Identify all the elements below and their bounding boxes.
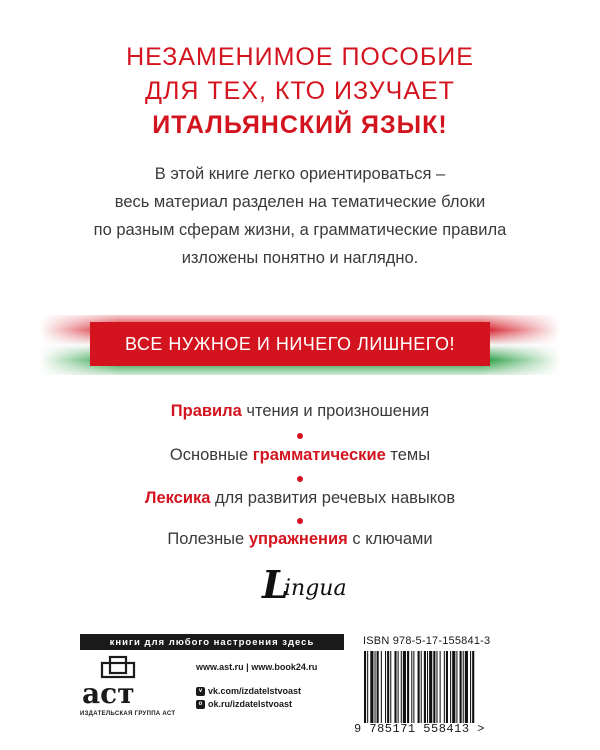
headline-line-3: ИТАЛЬЯНСКИЙ ЯЗЫК! — [152, 111, 448, 139]
barcode-bar — [381, 651, 382, 723]
feature-4-text: с ключами — [347, 530, 433, 548]
barcode-bar — [398, 651, 399, 723]
ast-logo-icon — [80, 655, 180, 735]
barcode-bar — [385, 651, 386, 723]
logo-word: ingua — [284, 576, 347, 601]
bullet-dot-icon — [297, 518, 303, 524]
feature-2-pre: Основные — [169, 446, 253, 464]
barcode-bar — [433, 651, 435, 723]
barcode-bar — [370, 651, 373, 723]
ok-link-text: ok.ru/izdatelstvoast — [208, 699, 293, 709]
feature-1-highlight: Правила — [170, 402, 242, 420]
feature-item-1 — [0, 402, 600, 421]
feature-item-2 — [0, 446, 600, 465]
barcode-bar — [394, 651, 396, 723]
barcode-digits: 9 785171 558413 > — [354, 722, 485, 736]
barcode-bar — [411, 651, 412, 723]
bullet-dot-icon — [297, 433, 303, 439]
barcode-bar — [446, 651, 448, 723]
barcode-bar — [472, 651, 474, 723]
barcode-bar — [440, 651, 441, 723]
feature-4-pre: Полезные — [167, 530, 249, 548]
barcode — [363, 651, 511, 723]
barcode-bar — [375, 651, 376, 723]
ok-link[interactable] — [196, 699, 292, 709]
barcode-bar — [424, 651, 426, 723]
barcode-bar — [463, 651, 464, 723]
intro-line-4: изложены понятно и наглядно. — [181, 249, 419, 267]
lingua-logo — [240, 562, 360, 608]
barcode-bar — [465, 651, 468, 723]
headline-line-2: ДЛЯ ТЕХ, КТО ИЗУЧАЕТ — [145, 77, 455, 105]
logo-initial: L — [262, 562, 289, 607]
isbn-number: ISBN 978-5-17-155841-3 — [363, 635, 491, 647]
feature-item-4 — [0, 530, 600, 549]
vk-link[interactable] — [196, 686, 301, 696]
barcode-bar — [407, 651, 409, 723]
headline-line-1: НЕЗАМЕНИМОЕ ПОСОБИЕ — [126, 43, 474, 71]
intro-line-3: по разным сферам жизни, а грамматические правила — [93, 221, 507, 239]
feature-3-highlight: Лексика — [144, 489, 211, 507]
barcode-bar — [450, 651, 451, 723]
intro-line-1: В этой книге легко ориентироваться – — [154, 165, 446, 183]
barcode-bar — [429, 651, 432, 723]
feature-4-highlight: упражнения — [248, 530, 348, 548]
barcode-bar — [456, 651, 457, 723]
barcode-bar — [367, 651, 368, 723]
website-links: www.ast.ru | www.book24.ru — [196, 662, 318, 672]
barcode-bar — [401, 651, 402, 723]
barcode-bar — [377, 651, 379, 723]
barcode-bar — [413, 651, 414, 723]
barcode-bar — [444, 651, 445, 723]
ok-icon: o — [196, 700, 205, 709]
barcode-bar — [436, 651, 437, 723]
publisher-slogan: книги для любого настроения здесь — [80, 634, 344, 650]
vk-icon: v — [196, 687, 205, 696]
barcode-bar — [390, 651, 391, 723]
publisher-caption: ИЗДАТЕЛЬСКАЯ ГРУППА АСТ — [80, 711, 176, 717]
barcode-bar — [364, 651, 366, 723]
barcode-bar — [427, 651, 428, 723]
barcode-bar — [418, 651, 420, 723]
barcode-bar — [421, 651, 422, 723]
barcode-bar — [452, 651, 455, 723]
barcode-bar — [403, 651, 406, 723]
feature-2-highlight: грамматические — [252, 446, 386, 464]
intro-line-2: весь материал разделен на тематические блоки — [114, 193, 486, 211]
barcode-bar — [470, 651, 471, 723]
feature-2-text: темы — [385, 446, 431, 464]
publisher-mark: аст — [82, 677, 135, 710]
barcode-bar — [387, 651, 389, 723]
barcode-bar — [460, 651, 462, 723]
feature-3-text: для развития речевых навыков — [210, 489, 456, 507]
slogan-banner: ВСЕ НУЖНОЕ И НИЧЕГО ЛИШНЕГО! — [90, 322, 490, 366]
vk-link-text: vk.com/izdatelstvoast — [208, 686, 302, 696]
bullet-dot-icon — [297, 476, 303, 482]
feature-item-3 — [0, 489, 600, 508]
feature-1-text: чтения и произношения — [241, 402, 430, 420]
intro-paragraph — [0, 160, 600, 272]
